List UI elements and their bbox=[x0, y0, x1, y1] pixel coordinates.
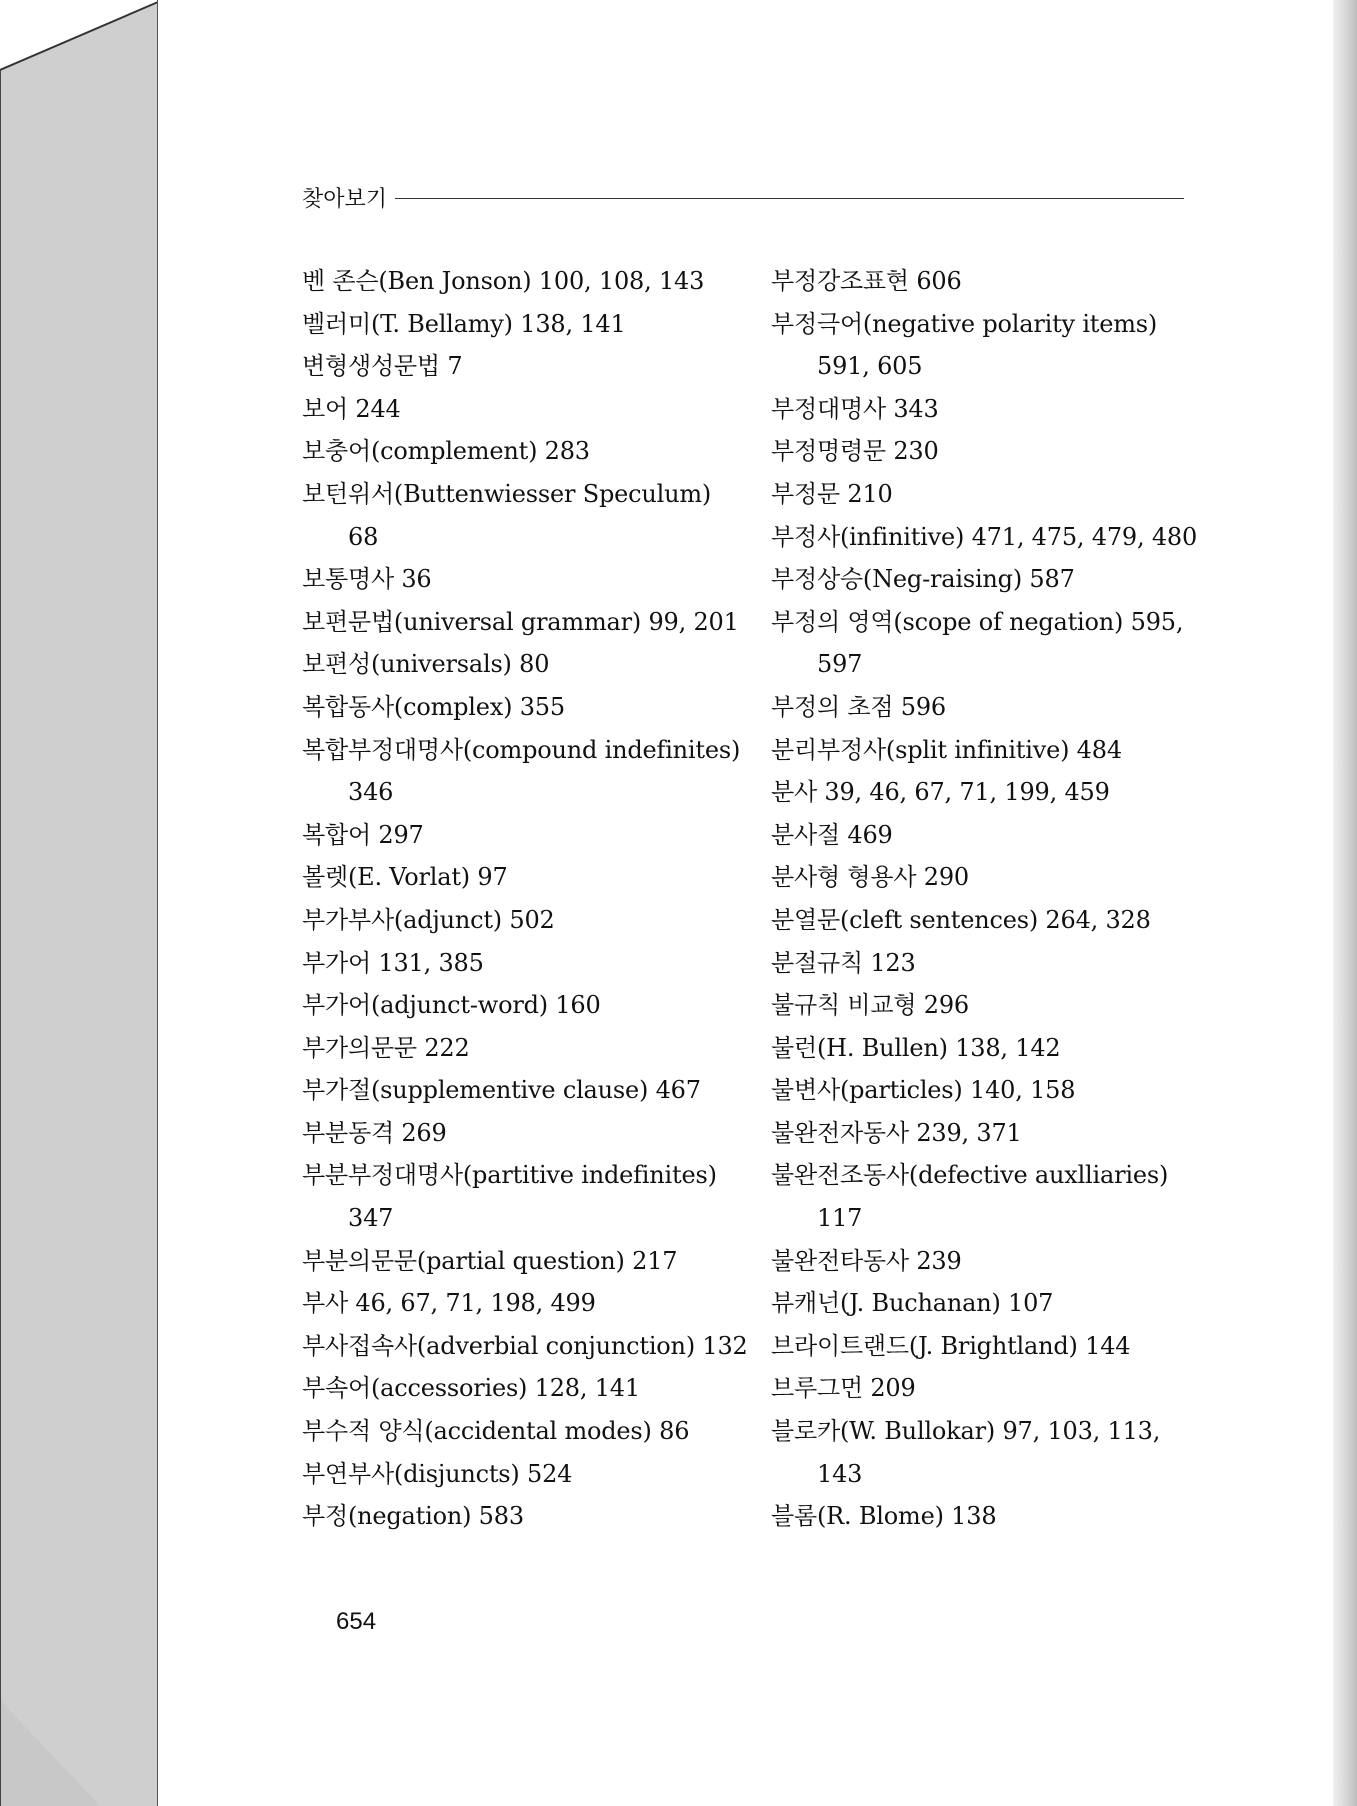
index-entry: 보어 244 bbox=[302, 394, 401, 423]
index-entry: 불규칙 비교형 296 bbox=[771, 991, 969, 1020]
index-entry: 브루그먼 209 bbox=[771, 1374, 916, 1403]
index-entry: 블로카(W. Bullokar) 97, 103, 113, bbox=[771, 1417, 1161, 1446]
index-entry: 벨러미(T. Bellamy) 138, 141 bbox=[302, 309, 626, 338]
index-entry-continuation: 117 bbox=[817, 1204, 863, 1233]
index-column-right bbox=[771, 260, 1211, 1538]
index-entry: 부속어(accessories) 128, 141 bbox=[302, 1374, 640, 1403]
index-entry: 뷰캐넌(J. Buchanan) 107 bbox=[771, 1289, 1054, 1318]
index-entry: 부사접속사(adverbial conjunction) 132 bbox=[302, 1331, 748, 1360]
index-entry: 부정강조표현 606 bbox=[771, 267, 962, 295]
index-entry: 불완전조동사(defective auxlliaries) bbox=[771, 1161, 1169, 1190]
index-entry: 변형생성문법 7 bbox=[302, 352, 463, 381]
header-rule bbox=[395, 198, 1184, 199]
book-spine bbox=[0, 0, 160, 1806]
index-entry: 분사절 469 bbox=[771, 820, 893, 849]
index-entry: 보충어(complement) 283 bbox=[302, 437, 590, 466]
index-entry: 불완전자동사 239, 371 bbox=[771, 1118, 1022, 1147]
index-entry: 부정사(infinitive) 471, 475, 479, 480 bbox=[771, 522, 1198, 551]
index-entry: 부정대명사 343 bbox=[771, 394, 939, 423]
index-entry: 부정(negation) 583 bbox=[302, 1502, 524, 1531]
index-entry: 분사형 형용사 290 bbox=[771, 863, 969, 892]
index-entry: 부가어 131, 385 bbox=[302, 948, 484, 977]
index-entry: 보편성(universals) 80 bbox=[302, 650, 550, 679]
index-entry: 부정문 210 bbox=[771, 479, 893, 508]
index-entry: 부수적 양식(accidental modes) 86 bbox=[302, 1417, 690, 1446]
index-entry: 부정상승(Neg-raising) 587 bbox=[771, 565, 1075, 594]
index-entry-continuation: 347 bbox=[348, 1204, 394, 1233]
index-entry: 불완전타동사 239 bbox=[771, 1246, 962, 1275]
index-entry: 보턴위서(Buttenwiesser Speculum) bbox=[302, 479, 712, 508]
index-entry: 복합부정대명사(compound indefinites) bbox=[302, 735, 741, 764]
index-entry: 부분의문문(partial question) 217 bbox=[302, 1246, 678, 1275]
index-entry: 블롬(R. Blome) 138 bbox=[771, 1502, 997, 1531]
index-entry-continuation: 68 bbox=[348, 522, 379, 551]
index-entry: 부정의 영역(scope of negation) 595, bbox=[771, 607, 1184, 636]
index-entry: 부가절(supplementive clause) 467 bbox=[302, 1076, 701, 1105]
index-entry: 보통명사 36 bbox=[302, 565, 432, 594]
index-entry: 부가부사(adjunct) 502 bbox=[302, 905, 555, 934]
index-entry: 부가어(adjunct-word) 160 bbox=[302, 991, 601, 1020]
index-entry: 분사 39, 46, 67, 71, 199, 459 bbox=[771, 778, 1110, 807]
index-entry: 분리부정사(split infinitive) 484 bbox=[771, 735, 1122, 764]
index-column-left bbox=[302, 260, 748, 1538]
index-entry-continuation: 143 bbox=[817, 1459, 863, 1488]
index-entry: 벤 존슨(Ben Jonson) 100, 108, 143 bbox=[302, 267, 705, 295]
index-entry: 브라이트랜드(J. Brightland) 144 bbox=[771, 1331, 1131, 1360]
index-entry: 복합동사(complex) 355 bbox=[302, 692, 565, 721]
index-entry: 복합어 297 bbox=[302, 820, 424, 849]
index-entry: 불런(H. Bullen) 138, 142 bbox=[771, 1033, 1061, 1062]
index-entry: 부가의문문 222 bbox=[302, 1033, 470, 1062]
index-entry: 볼렛(E. Vorlat) 97 bbox=[302, 863, 508, 892]
index-entry: 부정극어(negative polarity items) bbox=[771, 309, 1158, 338]
index-entry: 분열문(cleft sentences) 264, 328 bbox=[771, 905, 1151, 934]
index-entry: 부정의 초점 596 bbox=[771, 692, 946, 721]
index-entry: 부분동격 269 bbox=[302, 1118, 447, 1147]
index-entry: 보편문법(universal grammar) 99, 201 bbox=[302, 607, 739, 636]
index-entry: 부정명령문 230 bbox=[771, 437, 939, 466]
index-entry: 부분부정대명사(partitive indefinites) bbox=[302, 1161, 717, 1190]
index-entry-continuation: 591, 605 bbox=[817, 352, 923, 381]
index-entry: 분절규칙 123 bbox=[771, 948, 916, 977]
index-entry: 부연부사(disjuncts) 524 bbox=[302, 1459, 573, 1488]
page-edge bbox=[1333, 0, 1357, 1806]
index-entry: 부사 46, 67, 71, 198, 499 bbox=[302, 1289, 596, 1318]
index-entry: 불변사(particles) 140, 158 bbox=[771, 1076, 1076, 1105]
index-entry-continuation: 597 bbox=[817, 650, 863, 679]
running-header bbox=[302, 182, 1184, 212]
page-number: 654 bbox=[336, 1608, 377, 1635]
index-entry-continuation: 346 bbox=[348, 778, 394, 807]
header-title: 찾아보기 bbox=[302, 186, 388, 212]
